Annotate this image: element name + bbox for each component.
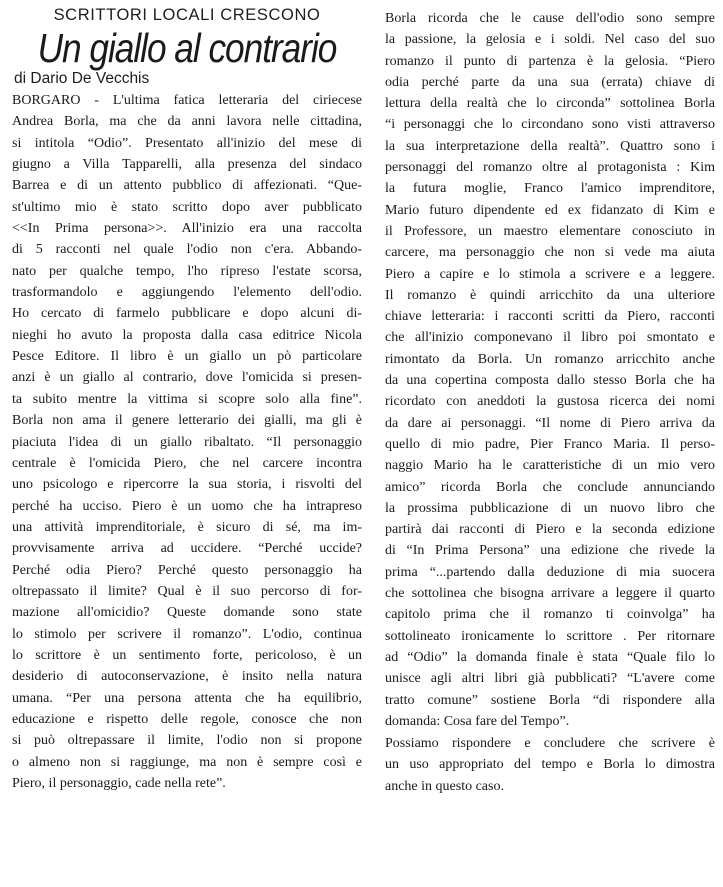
text-line: provvisamente arriva ad uccidere. “Perché uccide?: [12, 541, 362, 557]
text-line: educazione e rispetto delle regole, conosce che non: [12, 711, 362, 727]
text-line: si può oltrepassare il limite, l'odio non si propone: [12, 733, 362, 749]
text-line: o almeno non si raggiunge, ma non è sempre così e: [12, 754, 362, 770]
text-line: un uso appropriato del tempo e Borla lo dimostra: [385, 757, 715, 773]
text-line: carcere, ma personaggio che non si vede ma aiuta: [385, 245, 715, 261]
text-line: sottolineato ironicamente lo scrittore . Per ritornare: [385, 628, 715, 644]
text-line: umana. “Per una persona attenta che ha equilibrio,: [12, 690, 362, 706]
text-line: nieghi ho avuto la proposta dalla casa editrice Nicola: [12, 327, 362, 343]
text-line: da dare ai personaggi. “Il nome di Piero arriva da: [385, 415, 715, 431]
text-line: quello di mio padre, Pier Franco Maria. Il perso-: [385, 436, 715, 452]
text-line: personaggi del romanzo oltre al protagonista : Kim: [385, 160, 715, 176]
text-line: giugno a Villa Tapparelli, alla presenza del sindaco: [12, 157, 362, 173]
text-line: ta subito mentre la vittima si scopre solo alla fine”.: [12, 391, 362, 407]
text-line: la sua interpretazione della realtà”. Quattro sono i: [385, 138, 715, 154]
text-line: anche in questo caso.: [385, 778, 504, 794]
text-line: una attività imprenditoriale, è sicuro di sé, ma im-: [12, 519, 362, 535]
text-line: da una copertina composta dallo stesso Borla che ha: [385, 373, 715, 389]
text-line: nato per qualche tempo, l'ho ripreso l'estate scorsa,: [12, 263, 362, 279]
text-line: Ho cercato di farmelo pubblicare e dopo alcuni di-: [12, 306, 362, 322]
text-line: oltrepassato il limite? Qual è il suo percorso di for-: [12, 583, 362, 599]
text-line: lo stimolo per scrivere il romanzo”. L'odio, continua: [12, 626, 362, 642]
article-body-right-paragraph-1: [385, 8, 715, 732]
article-headline: Un giallo al contrario: [37, 25, 337, 71]
text-line: Piero a capire e lo stimola a scrivere e a leggere.: [385, 266, 715, 282]
text-line: domanda: Cosa fare del Tempo”.: [385, 713, 570, 729]
text-line: che sottolinea che bisogna arrivare a leggere il quarto: [385, 586, 715, 602]
text-line: la prossima pubblicazione di un nuovo libro che: [385, 500, 715, 516]
article-body-right-paragraph-2: [385, 733, 715, 797]
text-line: desiderio di autoconservazione, è insito nella natura: [12, 669, 362, 685]
text-line: unisce agli altri libri già pubblicati? “L'avere come: [385, 671, 715, 687]
text-line: <<In Prima persona>>. All'inizio era una raccolta: [12, 221, 362, 237]
text-line: che all'inizio componevano il libro poi smontato e: [385, 330, 715, 346]
text-line: ad “Odio” la domanda finale è stata “Quale filo lo: [385, 649, 715, 665]
text-line: piaciuta l'idea di un giallo ribaltato. “Il personaggio: [12, 434, 362, 450]
text-line: il Professore, un maestro elementare conosciuto in: [385, 223, 715, 239]
text-line: odia perché parte da una sua (errata) chiave di: [385, 74, 715, 90]
text-line: Piero, il personaggio, cade nella rete”.: [12, 776, 226, 791]
text-line: Possiamo rispondere e concludere che scrivere è: [385, 736, 715, 752]
text-line: prima “...partendo dalla deduzione di mia suocera: [385, 564, 715, 580]
text-line: st'ultimo mio è stato scritto dopo aver pubblicato: [12, 199, 362, 215]
text-line: la futura moglie, Franco l'amico imprenditore,: [385, 181, 715, 197]
text-line: tratto comune” sostiene Borla “di rispondere alla: [385, 692, 715, 708]
text-line: chiave letteraria: i racconti scritti da Piero, racconti: [385, 309, 715, 325]
text-line: Mario futuro dipendente ed ex fidanzato di Kim e: [385, 202, 715, 218]
text-line: BORGARO - L'ultima fatica letteraria del ciriecese: [12, 93, 362, 108]
text-line: lo scrittore è un sentimento forte, pericoloso, è un: [12, 647, 362, 663]
text-line: ricordato con aneddoti la gustosa ricerca dei nomi: [385, 394, 715, 410]
text-line: mazione all'omicidio? Queste domande sono state: [12, 605, 362, 621]
text-line: naggio Mario ha le caratteristiche di un mio vero: [385, 458, 715, 474]
text-line: lettura della realtà che lo circonda” sottolinea Borla: [385, 96, 715, 112]
text-line: Il romanzo è quindi arricchito da una ulteriore: [385, 287, 715, 303]
text-line: romanzo il punto di partenza è la gelosia. “Piero: [385, 53, 715, 69]
text-line: rimontato da Borla. Un romanzo arricchito anche: [385, 351, 715, 367]
text-line: anzi è un giallo al contrario, dove l'omicida si presen-: [12, 370, 362, 386]
article-right-column: [385, 8, 715, 797]
text-line: perché ha ucciso. Piero è un uomo che ha intrapreso: [12, 498, 362, 514]
text-line: Borla ricorda che le cause dell'odio sono sempre: [385, 11, 715, 26]
text-line: di “In Prima Persona” una edizione che rivede la: [385, 543, 715, 559]
text-line: “i personaggi che lo circondano sono visti attraverso: [385, 117, 715, 133]
text-line: trasformandolo e aggiungendo l'elemento dell'odio.: [12, 285, 362, 301]
article-body-left: [12, 90, 362, 794]
text-line: la passione, la gelosia e i soldi. Nel caso del suo: [385, 32, 715, 48]
article-byline: di Dario De Vecchis: [14, 70, 150, 87]
text-line: uno psicologo e ripercorre la sua storia, i risvolti del: [12, 477, 362, 493]
text-line: Barrea e di un attento pubblico di affezionati. “Que-: [12, 178, 362, 194]
article-left-column: [12, 4, 362, 794]
text-line: centrale è l'omicida Piero, che nel carcere incontra: [12, 455, 362, 471]
text-line: partirà dai racconti di Piero e la seconda edizione: [385, 522, 715, 538]
text-line: Borla non ama il genere letterario dei gialli, ma gli è: [12, 413, 362, 429]
text-line: capitolo prima che il romanzo ti coinvolga” ha: [385, 607, 715, 623]
text-line: di 5 racconti nel quale l'odio non c'era. Abbando-: [12, 242, 362, 258]
text-line: si intitola “Odio”. Presentato all'inizio del mese di: [12, 135, 362, 151]
text-line: Perché odia Piero? Perché questo personaggio ha: [12, 562, 362, 578]
section-kicker: SCRITTORI LOCALI CRESCONO: [53, 6, 321, 24]
text-line: Andrea Borla, ma che da anni lavora nelle cittadina,: [12, 114, 362, 130]
text-line: amico” ricorda Borla che conclude annunciando: [385, 479, 715, 495]
text-line: Pesce Editore. Il libro è un giallo un pò particolare: [12, 349, 362, 365]
